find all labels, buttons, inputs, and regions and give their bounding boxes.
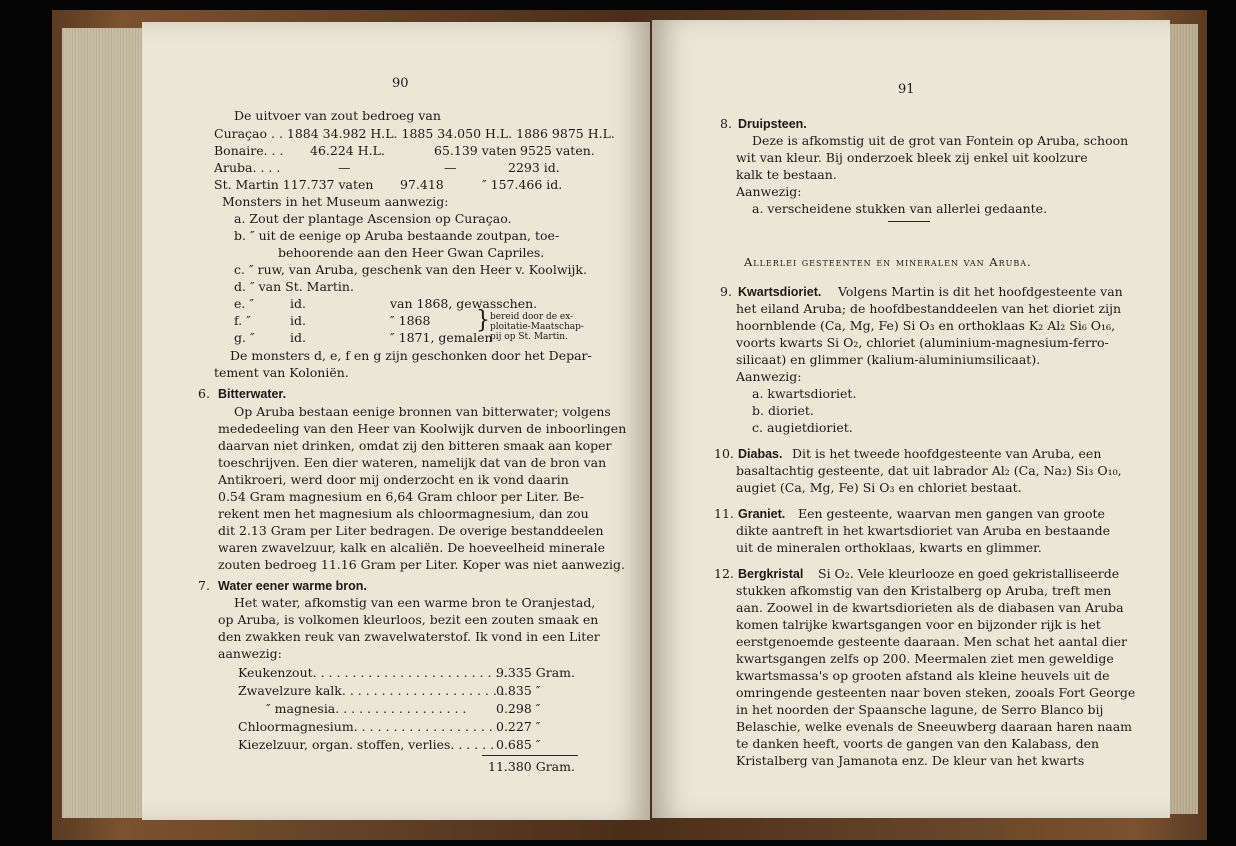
text-line: Het water, afkomstig van een warme bron te Oranjestad, bbox=[234, 595, 596, 610]
table-label: Zwavelzure kalk. . . . . . . . . . . . . . . . . . . . . bbox=[238, 683, 505, 698]
section-heading: Kwartsdioriet. bbox=[738, 285, 822, 299]
text-line: basaltachtig gesteente, dat uit labrador Al₂ (Ca, Na₂) Si₃ O₁₀, bbox=[736, 463, 1122, 478]
section-number: 7. bbox=[198, 578, 210, 593]
section-heading: Water eener warme bron. bbox=[218, 579, 367, 593]
text-line: id. bbox=[290, 296, 306, 311]
text-line: rekent men het magnesium als chloormagnesium, dan zou bbox=[218, 506, 589, 521]
text-line: Curaçao . . 1884 34.982 H.L. 1885 34.050 H.L. 1886 9875 H.L. bbox=[214, 126, 615, 141]
text-line: silicaat) en glimmer (kalium-aluminiumsilicaat). bbox=[736, 352, 1041, 367]
sum-rule bbox=[482, 755, 578, 756]
text-line: Aruba. . . . bbox=[214, 160, 281, 175]
table-value: 0.298 ″ bbox=[496, 701, 541, 716]
text-line: tement van Koloniën. bbox=[214, 365, 349, 380]
table-total: 11.380 Gram. bbox=[488, 759, 575, 774]
text-line: 65.139 vaten bbox=[434, 143, 517, 158]
table-label: Chloormagnesium. . . . . . . . . . . . . . . . . . . bbox=[238, 719, 501, 734]
text-line: Aanwezig: bbox=[736, 369, 802, 384]
text-line: Belaschie, welke evenals de Sneeuwberg daaraan haren naam bbox=[736, 719, 1133, 734]
text-line: hoornblende (Ca, Mg, Fe) Si O₃ en orthoklaas K₂ Al₂ Si₆ O₁₆, bbox=[736, 318, 1116, 333]
text-line: uit de mineralen orthoklaas, kwarts en glimmer. bbox=[736, 540, 1042, 555]
text-line: wit van kleur. Bij onderzoek bleek zij enkel uit koolzure bbox=[736, 150, 1088, 165]
text-line: De uitvoer van zout bedroeg van bbox=[234, 108, 441, 123]
text-line: kalk te bestaan. bbox=[736, 167, 837, 182]
text-line: Een gesteente, waarvan men gangen van groote bbox=[798, 506, 1105, 521]
text-line: kwartsmassa's op grooten afstand als kleine heuvels uit de bbox=[736, 668, 1110, 683]
text-line: a. verscheidene stukken van allerlei gedaante. bbox=[752, 201, 1048, 216]
text-line: Deze is afkomstig uit de grot van Fontein op Aruba, schoon bbox=[752, 133, 1129, 148]
text-line: van 1868, gewasschen. bbox=[390, 296, 538, 311]
table-value: 0.835 ″ bbox=[496, 683, 541, 698]
text-line: waren zwavelzuur, kalk en alcaliën. De hoeveelheid minerale bbox=[218, 540, 606, 555]
text-line: kwartsgangen zelfs op 200. Meermalen ziet men geweldige bbox=[736, 651, 1114, 666]
table-label: Kiezelzuur, organ. stoffen, verlies. . . . . . bbox=[238, 737, 495, 752]
text-line: stukken afkomstig van den Kristalberg op Aruba, treft men bbox=[736, 583, 1112, 598]
brace-symbol: } bbox=[476, 306, 490, 335]
text-line: zouten bedroeg 11.16 Gram per Liter. Koper was niet aanwezig. bbox=[218, 557, 625, 572]
text-line: 2293 id. bbox=[508, 160, 560, 175]
text-line: 0.54 Gram magnesium en 6,64 Gram chloor per Liter. Be- bbox=[218, 489, 585, 504]
text-line: dit 2.13 Gram per Liter bedragen. De overige bestanddeelen bbox=[218, 523, 604, 538]
text-line: Volgens Martin is dit het hoofdgesteente van bbox=[838, 284, 1123, 299]
table-value: 0.685 ″ bbox=[496, 737, 541, 752]
text-line: mededeeling van den Heer van Koolwijk durven de inboorlingen bbox=[218, 421, 627, 436]
text-line: den zwakken reuk van zwavelwaterstof. Ik vond in een Liter bbox=[218, 629, 600, 644]
text-line: eerstgenoemde gesteente daaraan. Men schat het aantal dier bbox=[736, 634, 1128, 649]
text-line: augiet (Ca, Mg, Fe) Si O₃ en chloriet bestaat. bbox=[736, 480, 1022, 495]
text-line: te danken heeft, voorts de gangen van den Kalabass, den bbox=[736, 736, 1100, 751]
text-line: d. ″ van St. Martin. bbox=[234, 279, 354, 294]
text-line: a. kwartsdioriet. bbox=[752, 386, 857, 401]
text-line: Si O₂. Vele kleurlooze en goed gekristalliseerde bbox=[818, 566, 1120, 581]
page-number: 91 bbox=[898, 82, 915, 97]
text-line: f. ″ bbox=[234, 313, 251, 328]
section-number: 10. bbox=[714, 446, 734, 461]
text-line: 97.418 bbox=[400, 177, 444, 192]
text-line: c. augietdioriet. bbox=[752, 420, 853, 435]
page-edges-left bbox=[62, 28, 142, 818]
text-line: ″ 1871, gemalen bbox=[390, 330, 493, 345]
footnote-line: pij op St. Martin. bbox=[490, 332, 568, 342]
text-line: ″ 157.466 id. bbox=[482, 177, 563, 192]
text-line: in het noorden der Spaansche lagune, de Serro Blanco bij bbox=[736, 702, 1104, 717]
table-value: 9.335 Gram. bbox=[496, 665, 575, 680]
text-line: het eiland Aruba; de hoofdbestanddeelen van het dioriet zijn bbox=[736, 301, 1122, 316]
text-line: aanwezig: bbox=[218, 646, 282, 661]
left-page bbox=[142, 22, 650, 820]
chapter-heading: Allerlei gesteenten en mineralen van Aruba. bbox=[744, 255, 1032, 269]
text-line: Op Aruba bestaan eenige bronnen van bitterwater; volgens bbox=[234, 404, 611, 419]
table-label: ″ magnesia. . . . . . . . . . . . . . . . . bbox=[266, 701, 467, 716]
text-line: 46.224 H.L. bbox=[310, 143, 385, 158]
text-line: ″ 1868 bbox=[390, 313, 431, 328]
text-line: id. bbox=[290, 330, 306, 345]
text-line: De monsters d, e, f en g zijn geschonken door het Depar- bbox=[230, 348, 592, 363]
text-line: g. ″ bbox=[234, 330, 255, 345]
text-line: b. dioriet. bbox=[752, 403, 814, 418]
footnote-line: bereid door de ex- bbox=[490, 312, 574, 322]
right-page bbox=[652, 20, 1170, 818]
section-heading: Graniet. bbox=[738, 507, 786, 521]
text-line: aan. Zoowel in de kwartsdiorieten als de diabasen van Aruba bbox=[736, 600, 1124, 615]
text-line: — bbox=[338, 160, 351, 175]
table-label: Keukenzout. . . . . . . . . . . . . . . . . . . . . . . . . bbox=[238, 665, 508, 680]
text-line: toeschrijven. Een dier wateren, namelijk dat van de bron van bbox=[218, 455, 607, 470]
text-line: komen talrijke kwartsgangen voor en bijzonder rijk is het bbox=[736, 617, 1101, 632]
text-line: St. Martin 117.737 vaten bbox=[214, 177, 374, 192]
text-line: omringende gesteenten naar boven steken, zooals Fort George bbox=[736, 685, 1136, 700]
text-line: Kristalberg van Jamanota enz. De kleur van het kwarts bbox=[736, 753, 1085, 768]
text-line: Antikroeri, werd door mij onderzocht en ik vond daarin bbox=[218, 472, 569, 487]
section-heading: Diabas. bbox=[738, 447, 783, 461]
text-line: e. ″ bbox=[234, 296, 255, 311]
text-line: b. ″ uit de eenige op Aruba bestaande zoutpan, toe- bbox=[234, 228, 560, 243]
text-line: — bbox=[444, 160, 457, 175]
section-number: 12. bbox=[714, 566, 734, 581]
text-line: daarvan niet drinken, omdat zij den bitteren smaak aan koper bbox=[218, 438, 612, 453]
separator-rule bbox=[888, 221, 930, 222]
text-line: dikte aantreft in het kwartsdioriet van Aruba en bestaande bbox=[736, 523, 1111, 538]
text-line: a. Zout der plantage Ascension op Curaçao. bbox=[234, 211, 512, 226]
text-line: Monsters in het Museum aanwezig: bbox=[222, 194, 449, 209]
text-line: 9525 vaten. bbox=[520, 143, 595, 158]
text-line: op Aruba, is volkomen kleurloos, bezit een zouten smaak en bbox=[218, 612, 599, 627]
section-number: 8. bbox=[720, 116, 732, 131]
footnote-line: ploitatie-Maatschap- bbox=[490, 322, 584, 332]
section-number: 6. bbox=[198, 386, 210, 401]
text-line: behoorende aan den Heer Gwan Capriles. bbox=[278, 245, 545, 260]
section-heading: Druipsteen. bbox=[738, 117, 807, 131]
page-number: 90 bbox=[392, 76, 409, 91]
text-line: c. ″ ruw, van Aruba, geschenk van den Heer v. Koolwijk. bbox=[234, 262, 587, 277]
text-line: Aanwezig: bbox=[736, 184, 802, 199]
section-number: 9. bbox=[720, 284, 732, 299]
text-line: id. bbox=[290, 313, 306, 328]
section-heading: Bitterwater. bbox=[218, 387, 287, 401]
table-value: 0.227 ″ bbox=[496, 719, 541, 734]
text-line: Bonaire. . . bbox=[214, 143, 284, 158]
text-line: Dit is het tweede hoofdgesteente van Aruba, een bbox=[792, 446, 1102, 461]
text-line: voorts kwarts Si O₂, chloriet (aluminium-magnesium-ferro- bbox=[736, 335, 1109, 350]
section-heading: Bergkristal bbox=[738, 567, 804, 581]
page-edges-right bbox=[1170, 24, 1198, 814]
section-number: 11. bbox=[714, 506, 734, 521]
